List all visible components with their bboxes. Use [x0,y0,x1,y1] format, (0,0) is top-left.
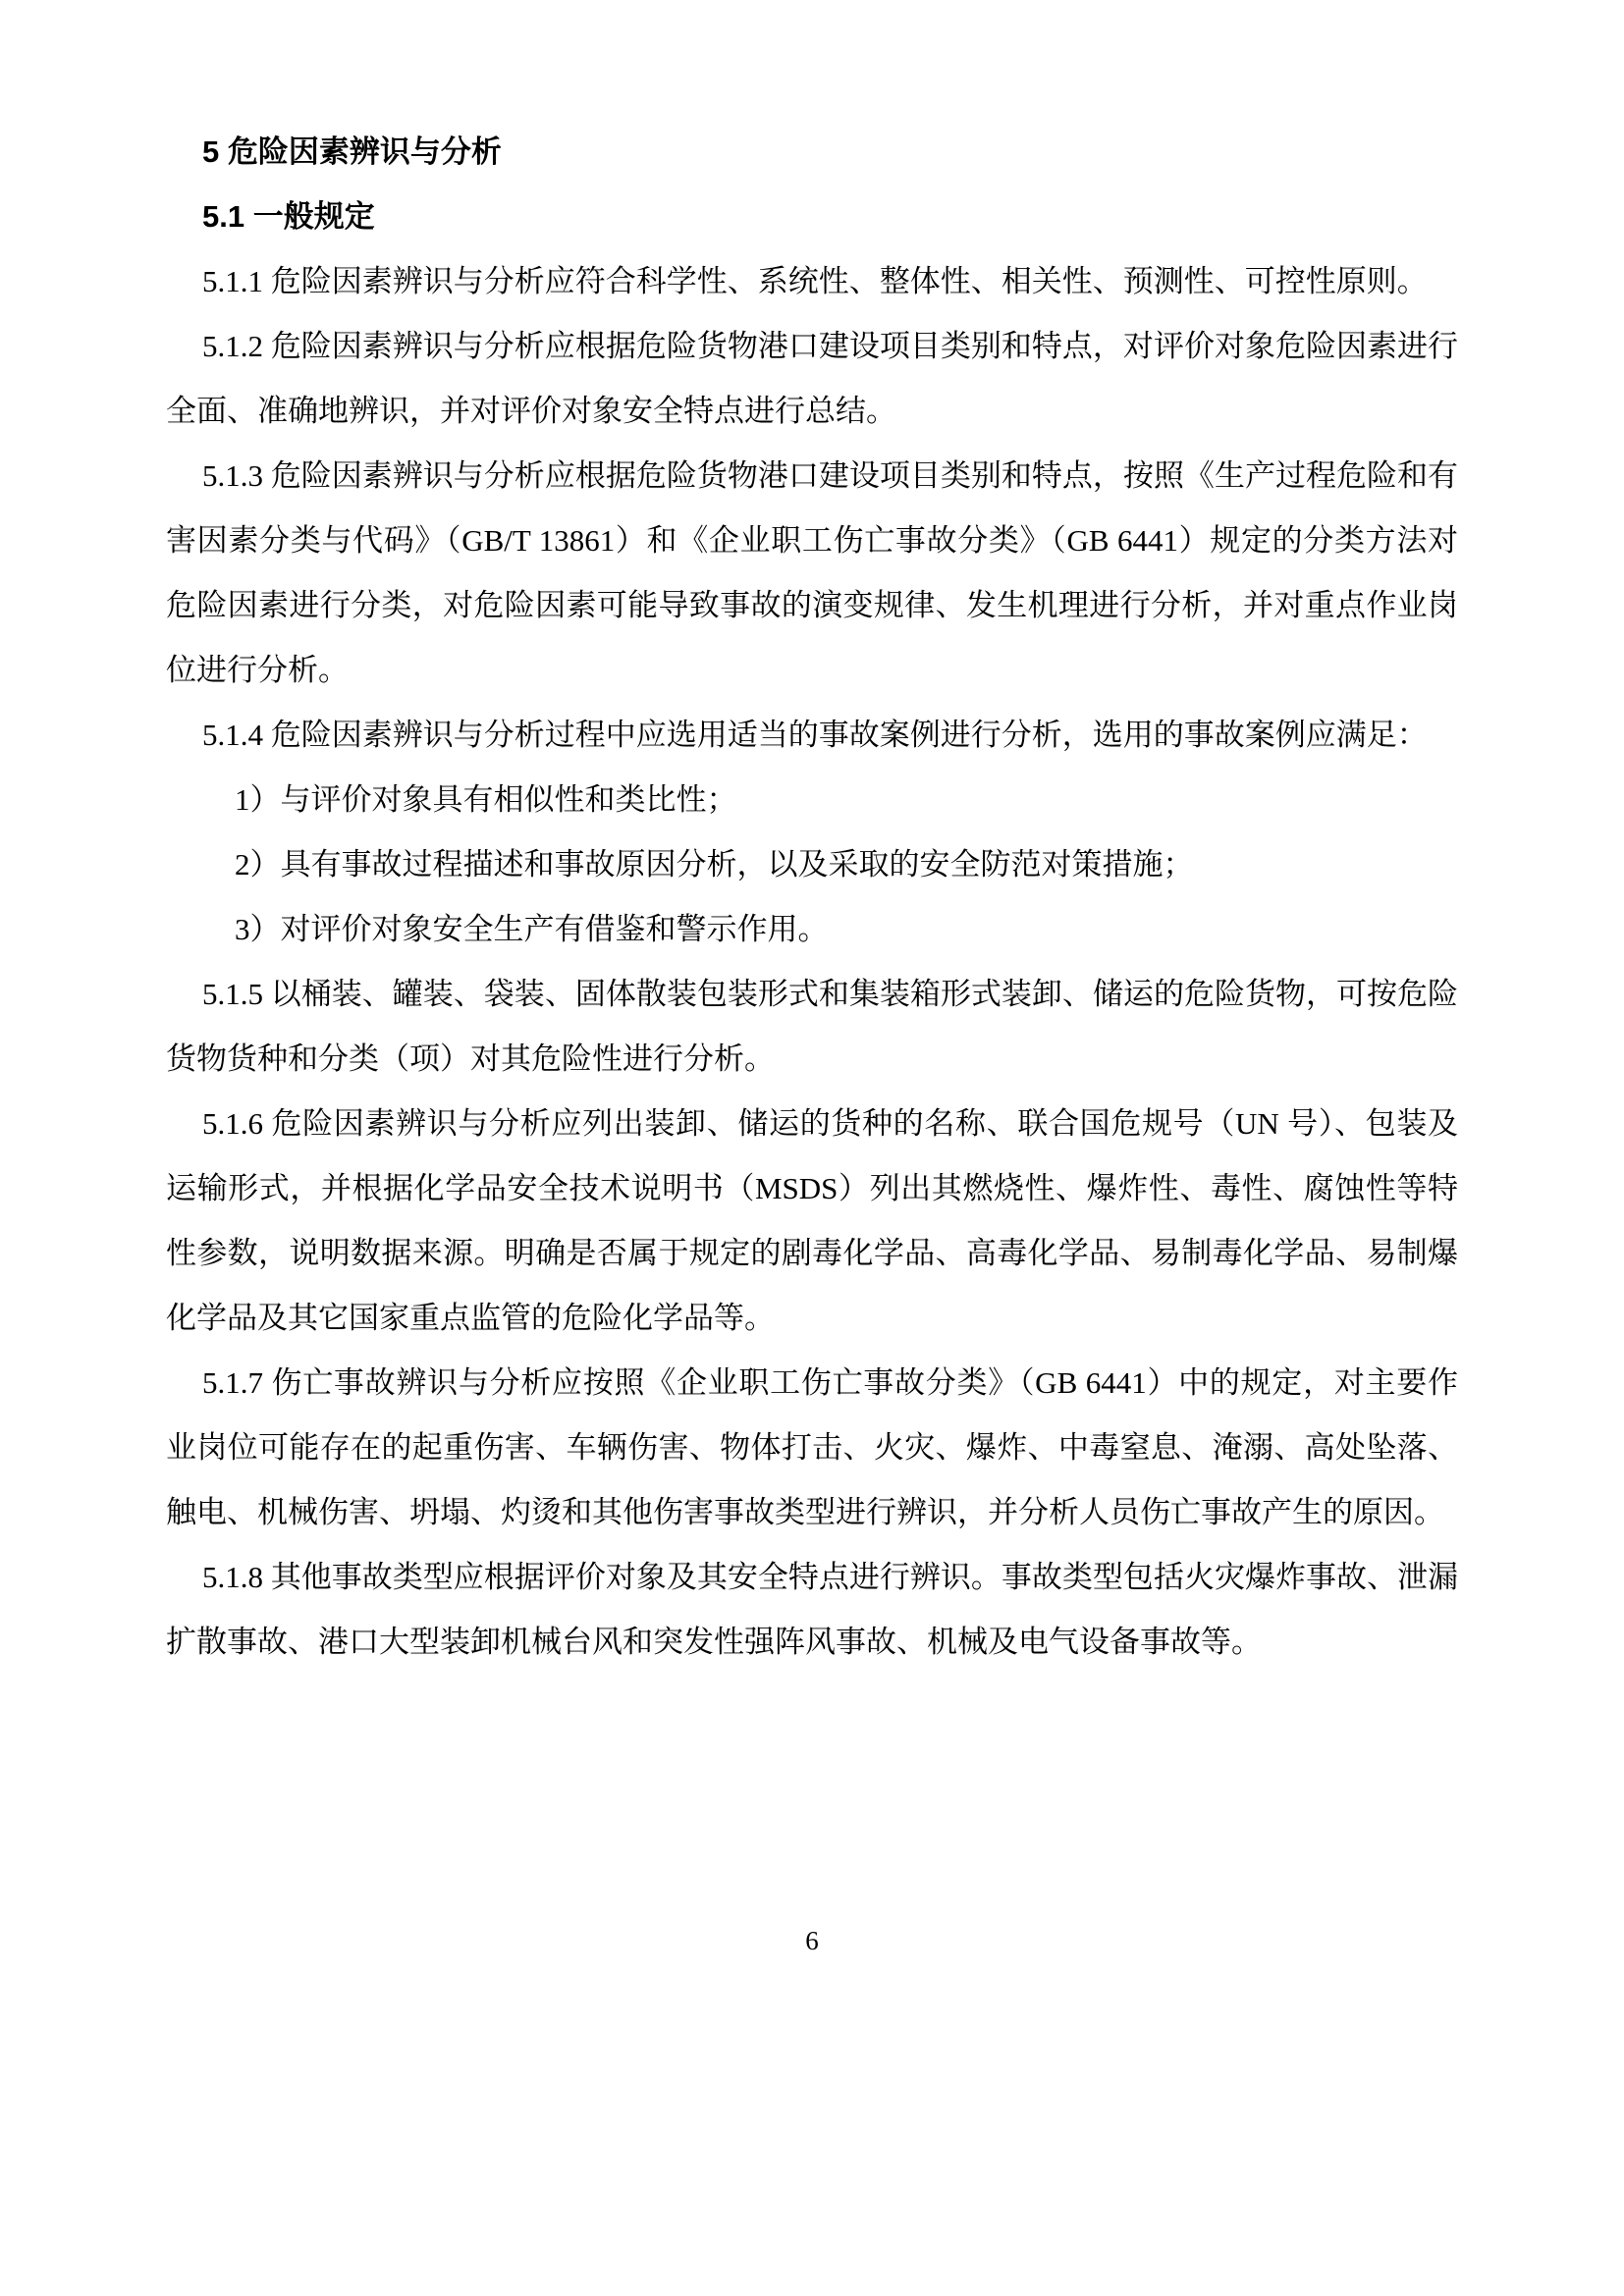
paragraph-5-1-7: 5.1.7 伤亡事故辨识与分析应按照《企业职工伤亡事故分类》（GB 6441）中的规定，对主要作业岗位可能存在的起重伤害、车辆伤害、物体打击、火灾、爆炸、中毒窒息、淹溺、高处坠落、触电、机械伤害、坍塌、灼烫和其他伤害事故类型进行辨识，并分析人员伤亡事故产生的原因。 [166,1365,1458,1529]
paragraph-5-1-6: 5.1.6 危险因素辨识与分析应列出装卸、储运的货种的名称、联合国危规号（UN 号）、包装及运输形式，并根据化学品安全技术说明书（MSDS）列出其燃烧性、爆炸性、毒性、腐蚀性等特性参数，说明数据来源。明确是否属于规定的剧毒化学品、高毒化学品、易制毒化学品、易制爆化学品及其它国家重点监管的危险化学品等。 [166,1106,1458,1335]
list-item-1: 1）与评价对象具有相似性和类比性； [235,782,737,817]
page-number: 6 [805,1926,819,1955]
paragraph-5-1-3: 5.1.3 危险因素辨识与分析应根据危险货物港口建设项目类别和特点，按照《生产过程危险和有害因素分类与代码》（GB/T 13861）和《企业职工伤亡事故分类》（GB 6441）规定的分类方法对危险因素进行分类，对危险因素可能导致事故的演变规律、发生机理进行分析，并对重点作业岗位进行分析。 [166,458,1458,687]
paragraph-5-1-2: 5.1.2 危险因素辨识与分析应根据危险货物港口建设项目类别和特点，对评价对象危险因素进行全面、准确地辨识，并对评价对象安全特点进行总结。 [166,329,1458,428]
paragraph-5-1-5: 5.1.5 以桶装、罐装、袋装、固体散装包装形式和集装箱形式装卸、储运的危险货物，可按危险货物货种和分类（项）对其危险性进行分析。 [166,977,1458,1076]
list-item-2: 2）具有事故过程描述和事故原因分析，以及采取的安全防范对策措施； [235,847,1194,881]
paragraph-5-1-8: 5.1.8 其他事故类型应根据评价对象及其安全特点进行辨识。事故类型包括火灾爆炸事故、泄漏扩散事故、港口大型装卸机械台风和突发性强阵风事故、机械及电气设备事故等。 [166,1560,1458,1659]
document-body [166,120,1458,1675]
paragraph-5-1-4: 5.1.4 危险因素辨识与分析过程中应选用适当的事故案例进行分析，选用的事故案例应满足： [202,718,1428,752]
paragraph-5-1-1: 5.1.1 危险因素辨识与分析应符合科学性、系统性、整体性、相关性、预测性、可控性原则。 [202,264,1428,298]
list-item-3: 3）对评价对象安全生产有借鉴和警示作用。 [235,912,829,946]
subsection-heading: 5.1 一般规定 [202,199,375,234]
section-heading: 5 危险因素辨识与分析 [202,134,502,169]
